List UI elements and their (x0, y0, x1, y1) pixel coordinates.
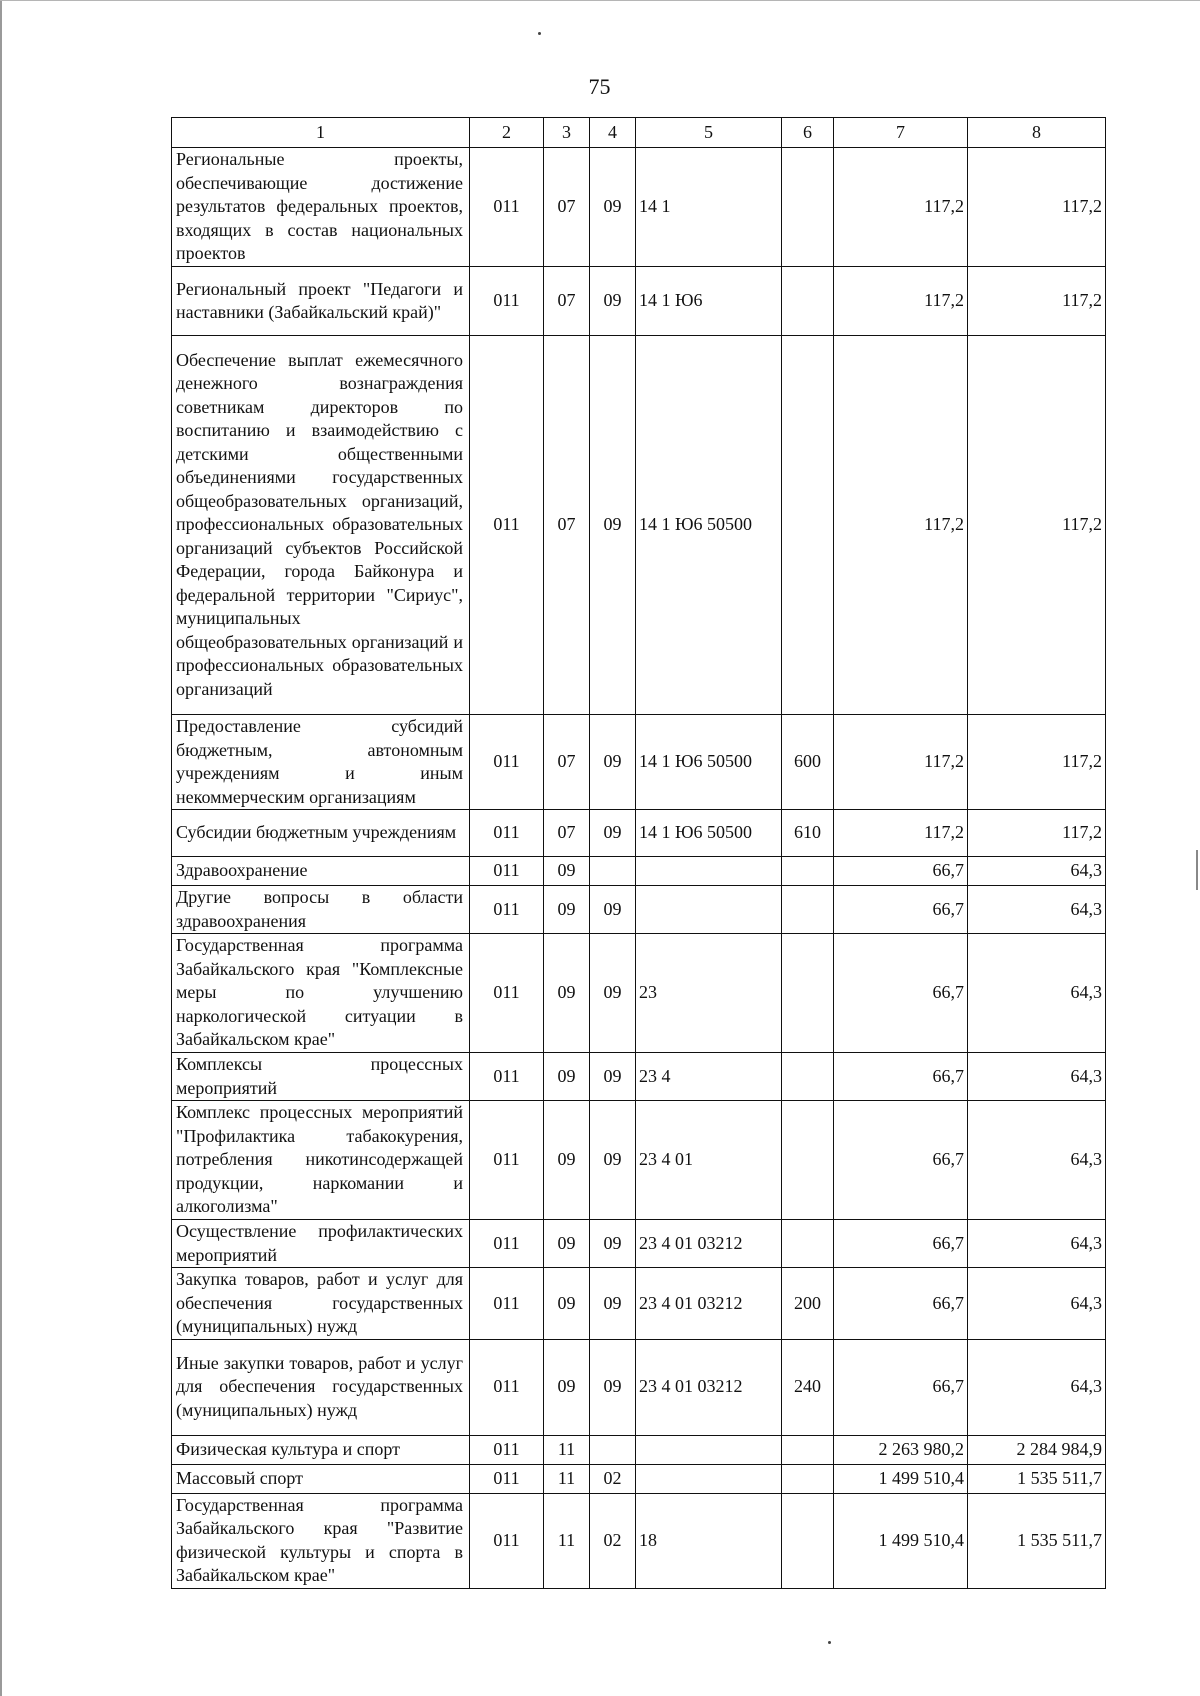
amount-col-8: 117,2 (968, 715, 1106, 810)
code-ministry: 011 (470, 148, 544, 267)
code-subsection: 09 (590, 1268, 636, 1340)
amount-col-7: 66,7 (834, 1220, 968, 1268)
code-ministry: 011 (470, 1101, 544, 1220)
code-section: 11 (544, 1493, 590, 1588)
code-ministry: 011 (470, 1053, 544, 1101)
amount-col-8: 64,3 (968, 1220, 1106, 1268)
code-target-item: 14 1 Ю6 50500 (636, 715, 782, 810)
row-label: Комплексы процессных мероприятий (172, 1053, 470, 1101)
row-label: Физическая культура и спорт (172, 1435, 470, 1464)
code-section: 09 (544, 1053, 590, 1101)
code-subsection: 09 (590, 810, 636, 857)
code-expense-type (782, 148, 834, 267)
code-expense-type (782, 336, 834, 715)
table-row (172, 1464, 1106, 1493)
amount-col-8: 117,2 (968, 148, 1106, 267)
code-subsection: 09 (590, 336, 636, 715)
code-section: 09 (544, 1101, 590, 1220)
code-subsection: 09 (590, 886, 636, 934)
amount-col-8: 64,3 (968, 1268, 1106, 1340)
column-header: 1 (172, 118, 470, 148)
column-header: 8 (968, 118, 1106, 148)
code-section: 09 (544, 1220, 590, 1268)
code-section: 09 (544, 1339, 590, 1435)
code-ministry: 011 (470, 1220, 544, 1268)
table-row (172, 1053, 1106, 1101)
budget-table (171, 117, 1106, 1589)
code-ministry: 011 (470, 810, 544, 857)
column-header: 4 (590, 118, 636, 148)
amount-col-7: 117,2 (834, 267, 968, 336)
amount-col-7: 66,7 (834, 1101, 968, 1220)
row-label: Предоставление субсидий бюджетным, автономным учреждениям и иным некоммерческим организациям (172, 715, 470, 810)
code-ministry: 011 (470, 886, 544, 934)
code-expense-type (782, 1053, 834, 1101)
amount-col-7: 66,7 (834, 1268, 968, 1340)
row-label: Здравоохранение (172, 857, 470, 886)
amount-col-8: 64,3 (968, 1101, 1106, 1220)
code-subsection: 09 (590, 267, 636, 336)
amount-col-7: 1 499 510,4 (834, 1493, 968, 1588)
code-ministry: 011 (470, 934, 544, 1053)
table-row (172, 934, 1106, 1053)
amount-col-7: 66,7 (834, 857, 968, 886)
table-header-row (172, 118, 1106, 148)
table-row (172, 1339, 1106, 1435)
code-ministry: 011 (470, 1493, 544, 1588)
row-label: Субсидии бюджетным учреждениям (172, 810, 470, 857)
code-section: 09 (544, 886, 590, 934)
row-label: Региональные проекты, обеспечивающие достижение результатов федеральных проектов, входящих в состав национальных проектов (172, 148, 470, 267)
code-expense-type: 600 (782, 715, 834, 810)
table-row (172, 267, 1106, 336)
scan-speck (828, 1641, 831, 1644)
amount-col-7: 66,7 (834, 886, 968, 934)
code-section: 09 (544, 934, 590, 1053)
table-row (172, 886, 1106, 934)
code-section: 11 (544, 1435, 590, 1464)
amount-col-7: 1 499 510,4 (834, 1464, 968, 1493)
code-target-item: 23 4 01 03212 (636, 1268, 782, 1340)
code-expense-type (782, 886, 834, 934)
scan-edge-mark (1196, 850, 1198, 890)
table-row (172, 715, 1106, 810)
code-subsection: 09 (590, 148, 636, 267)
amount-col-8: 2 284 984,9 (968, 1435, 1106, 1464)
amount-col-7: 117,2 (834, 715, 968, 810)
code-ministry: 011 (470, 267, 544, 336)
row-label: Закупка товаров, работ и услуг для обеспечения государственных (муниципальных) нужд (172, 1268, 470, 1340)
code-expense-type (782, 857, 834, 886)
code-subsection: 02 (590, 1493, 636, 1588)
code-ministry: 011 (470, 715, 544, 810)
table-row (172, 336, 1106, 715)
code-section: 09 (544, 1268, 590, 1340)
code-ministry: 011 (470, 1268, 544, 1340)
code-expense-type (782, 1464, 834, 1493)
row-label: Региональный проект "Педагоги и наставники (Забайкальский край)" (172, 267, 470, 336)
code-subsection: 09 (590, 1339, 636, 1435)
code-ministry: 011 (470, 857, 544, 886)
amount-col-8: 1 535 511,7 (968, 1464, 1106, 1493)
code-target-item: 14 1 (636, 148, 782, 267)
code-section: 09 (544, 857, 590, 886)
table-row (172, 810, 1106, 857)
amount-col-7: 66,7 (834, 1339, 968, 1435)
code-subsection: 09 (590, 715, 636, 810)
amount-col-8: 64,3 (968, 886, 1106, 934)
code-target-item: 23 4 01 03212 (636, 1339, 782, 1435)
row-label: Осуществление профилактических мероприятий (172, 1220, 470, 1268)
column-header: 2 (470, 118, 544, 148)
column-header: 6 (782, 118, 834, 148)
column-header: 7 (834, 118, 968, 148)
code-target-item: 23 4 01 (636, 1101, 782, 1220)
amount-col-8: 1 535 511,7 (968, 1493, 1106, 1588)
amount-col-7: 117,2 (834, 336, 968, 715)
row-label: Другие вопросы в области здравоохранения (172, 886, 470, 934)
code-subsection: 09 (590, 1053, 636, 1101)
code-section: 07 (544, 267, 590, 336)
code-expense-type: 200 (782, 1268, 834, 1340)
scan-speck (538, 32, 541, 35)
row-label: Обеспечение выплат ежемесячного денежного вознаграждения советникам директоров по воспитанию и взаимодействию с детскими общественными объединениями государственных общеобразовательных организаций, профессиональных образовательных организаций субъектов Российской Федерации, города Байконура и федеральной территории "Сириус", муниципальных общеобразовательных организаций и профессиональных образовательных организаций (172, 336, 470, 715)
page-edge-left (0, 0, 2, 1696)
table-row (172, 857, 1106, 886)
amount-col-8: 117,2 (968, 267, 1106, 336)
column-header: 3 (544, 118, 590, 148)
column-header: 5 (636, 118, 782, 148)
code-expense-type (782, 1101, 834, 1220)
code-target-item (636, 1464, 782, 1493)
code-ministry: 011 (470, 336, 544, 715)
code-target-item (636, 886, 782, 934)
code-target-item: 23 (636, 934, 782, 1053)
amount-col-7: 66,7 (834, 934, 968, 1053)
table-body (172, 118, 1106, 1589)
table-row (172, 1268, 1106, 1340)
amount-col-8: 64,3 (968, 1053, 1106, 1101)
amount-col-8: 117,2 (968, 336, 1106, 715)
amount-col-8: 64,3 (968, 934, 1106, 1053)
code-section: 07 (544, 715, 590, 810)
amount-col-7: 117,2 (834, 148, 968, 267)
amount-col-8: 64,3 (968, 857, 1106, 886)
code-expense-type (782, 1220, 834, 1268)
row-label: Иные закупки товаров, работ и услуг для обеспечения государственных (муниципальных) нужд (172, 1339, 470, 1435)
page-edge-top (0, 0, 1200, 1)
code-target-item: 18 (636, 1493, 782, 1588)
code-expense-type: 240 (782, 1339, 834, 1435)
amount-col-7: 2 263 980,2 (834, 1435, 968, 1464)
code-expense-type: 610 (782, 810, 834, 857)
amount-col-7: 117,2 (834, 810, 968, 857)
amount-col-8: 64,3 (968, 1339, 1106, 1435)
table-row (172, 1493, 1106, 1588)
code-subsection: 09 (590, 934, 636, 1053)
code-section: 07 (544, 336, 590, 715)
code-expense-type (782, 1493, 834, 1588)
code-expense-type (782, 934, 834, 1053)
code-section: 07 (544, 148, 590, 267)
code-target-item: 14 1 Ю6 50500 (636, 810, 782, 857)
page-number: 75 (588, 74, 611, 99)
code-ministry: 011 (470, 1339, 544, 1435)
code-subsection: 09 (590, 1101, 636, 1220)
code-subsection: 02 (590, 1464, 636, 1493)
code-target-item: 23 4 01 03212 (636, 1220, 782, 1268)
code-ministry: 011 (470, 1464, 544, 1493)
code-section: 07 (544, 810, 590, 857)
code-subsection (590, 857, 636, 886)
amount-col-8: 117,2 (968, 810, 1106, 857)
table-row (172, 148, 1106, 267)
code-target-item (636, 857, 782, 886)
table-row (172, 1220, 1106, 1268)
code-target-item: 14 1 Ю6 50500 (636, 336, 782, 715)
code-target-item: 14 1 Ю6 (636, 267, 782, 336)
table-row (172, 1435, 1106, 1464)
amount-col-7: 66,7 (834, 1053, 968, 1101)
code-section: 11 (544, 1464, 590, 1493)
code-subsection (590, 1435, 636, 1464)
code-ministry: 011 (470, 1435, 544, 1464)
code-expense-type (782, 1435, 834, 1464)
row-label: Комплекс процессных мероприятий "Профилактика табакокурения, потребления никотинсодержащей продукции, наркомании и алкоголизма" (172, 1101, 470, 1220)
table-row (172, 1101, 1106, 1220)
row-label: Массовый спорт (172, 1464, 470, 1493)
code-target-item (636, 1435, 782, 1464)
row-label: Государственная программа Забайкальского края "Комплексные меры по улучшению наркологической ситуации в Забайкальском крае" (172, 934, 470, 1053)
code-target-item: 23 4 (636, 1053, 782, 1101)
code-expense-type (782, 267, 834, 336)
code-subsection: 09 (590, 1220, 636, 1268)
row-label: Государственная программа Забайкальского края "Развитие физической культуры и спорта в Забайкальском крае" (172, 1493, 470, 1588)
